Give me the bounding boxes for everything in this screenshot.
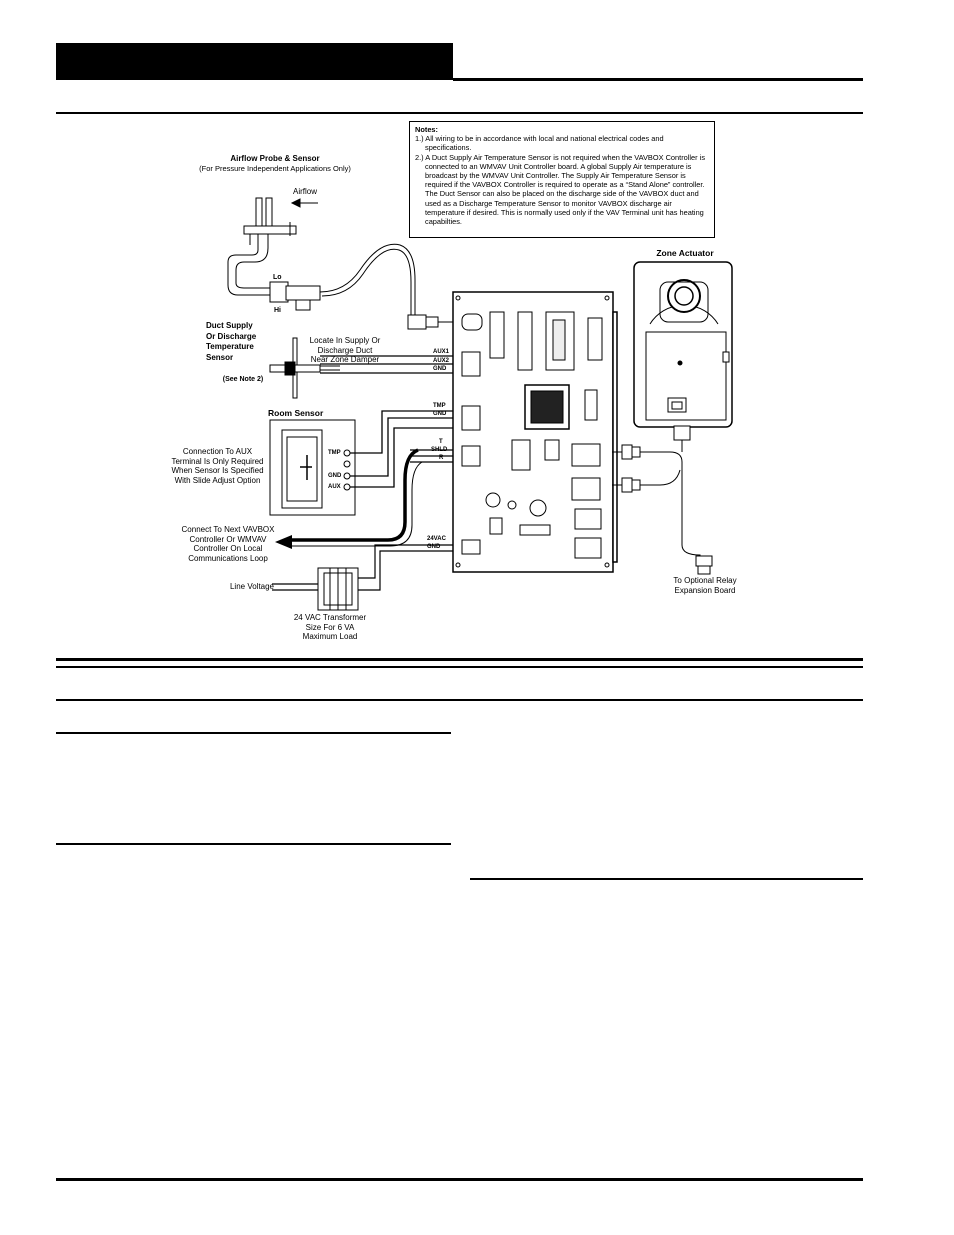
duct-sensor-location (300, 336, 390, 365)
comm-loop-line: Controller On Local (193, 544, 263, 553)
room-sensor-title: Room Sensor (268, 408, 324, 418)
room-terminal-aux: AUX (328, 484, 341, 490)
duct-sensor-title-line: Sensor (206, 352, 234, 362)
room-note-line: With Slide Adjust Option (174, 475, 261, 485)
airflow-probe-title: Airflow Probe & Sensor (230, 154, 320, 163)
transformer-line: Maximum Load (302, 632, 358, 641)
duct-sensor-title-line: Duct Supply (206, 321, 253, 330)
board-bracket (613, 312, 617, 562)
room-note-line: Terminal Is Only Required (171, 456, 264, 466)
actuator-cables (612, 426, 712, 574)
comm-loop-line: Communications Loop (188, 553, 268, 563)
see-note-label: (See Note 2) (222, 376, 264, 383)
lo-label: Lo (273, 274, 282, 281)
zone-actuator-title: Zone Actuator (656, 248, 714, 258)
notes-box (409, 121, 715, 238)
hi-label: Hi (274, 307, 281, 314)
room-terminal-tmp: TMP (328, 450, 341, 456)
terminal-gnd-2: GND (433, 411, 447, 417)
note-1: 1.) All wiring to be in accordance with local and national electrical codes and specifications. (415, 134, 664, 153)
airflow-probe-subtitle: (For Pressure Independent Applications Only) (199, 164, 351, 173)
duct-sensor-title-line: Or Discharge (206, 331, 257, 341)
power-wires (272, 545, 462, 590)
terminal-24vac: 24VAC (427, 536, 446, 542)
airflow-probe-icon (228, 198, 415, 322)
note-2: 2.) A Duct Supply Air Temperature Sensor is not required when the VAVBOX Controller is connected to an WMVAV Unit Controller board. A global Supply Air temperature is broadcast by the WMVAV Unit Controller. The Supply Air Temperature Sensor is required if the VAVBOX Controller is required to operate as a “Stand Alone” controller. The Duct Sensor can also be placed on the discharge side of the VAVBOX duct and used as a Discharge Temperature Sensor to monitor VAVBOX discharge air temperature if desired. This is normally used only if the VAV Terminal unit has heating capabilties. (415, 152, 706, 227)
duct-sensor-title-line: Temperature (206, 342, 254, 351)
room-terminal-gnd: GND (328, 473, 342, 479)
location-line: Near Zone Damper (310, 355, 380, 364)
notes-title: Notes: (415, 125, 438, 134)
line-voltage-label: Line Voltage (229, 582, 275, 591)
transformer-icon (318, 568, 358, 610)
relay-line: To Optional Relay (673, 576, 737, 585)
zone-actuator-icon (634, 262, 732, 427)
terminal-aux2: AUX2 (433, 358, 450, 364)
probe-connector-icon (408, 315, 455, 329)
room-note-line: When Sensor Is Specified (171, 466, 264, 475)
location-line: Locate In Supply Or (309, 336, 381, 345)
room-sensor-icon (270, 420, 355, 515)
room-note-line: Connection To AUX (182, 447, 253, 456)
terminal-aux1: AUX1 (433, 349, 450, 355)
terminal-gnd-3: GND (427, 544, 441, 550)
location-line: Discharge Duct (317, 345, 373, 355)
controller-board (453, 292, 613, 572)
relay-label (660, 576, 750, 595)
comm-loop-line: Controller Or WMVAV (189, 534, 267, 544)
comm-loop-label (168, 525, 288, 563)
terminal-t: T (439, 439, 443, 445)
terminal-gnd-1: GND (433, 366, 447, 372)
transformer-line: Size For 6 VA (305, 622, 355, 632)
relay-line: Expansion Board (674, 585, 736, 595)
terminal-shld: SHLD (431, 447, 448, 453)
comm-loop-line: Connect To Next VAVBOX (181, 525, 275, 534)
airflow-arrow-icon (292, 199, 318, 207)
transformer-label (282, 613, 378, 642)
terminal-tmp: TMP (433, 403, 446, 409)
airflow-label: Airflow (292, 187, 317, 196)
duct-sensor-title (206, 321, 286, 363)
room-sensor-note (160, 447, 275, 485)
terminal-r: R (439, 455, 444, 461)
transformer-line: 24 VAC Transformer (293, 613, 367, 622)
